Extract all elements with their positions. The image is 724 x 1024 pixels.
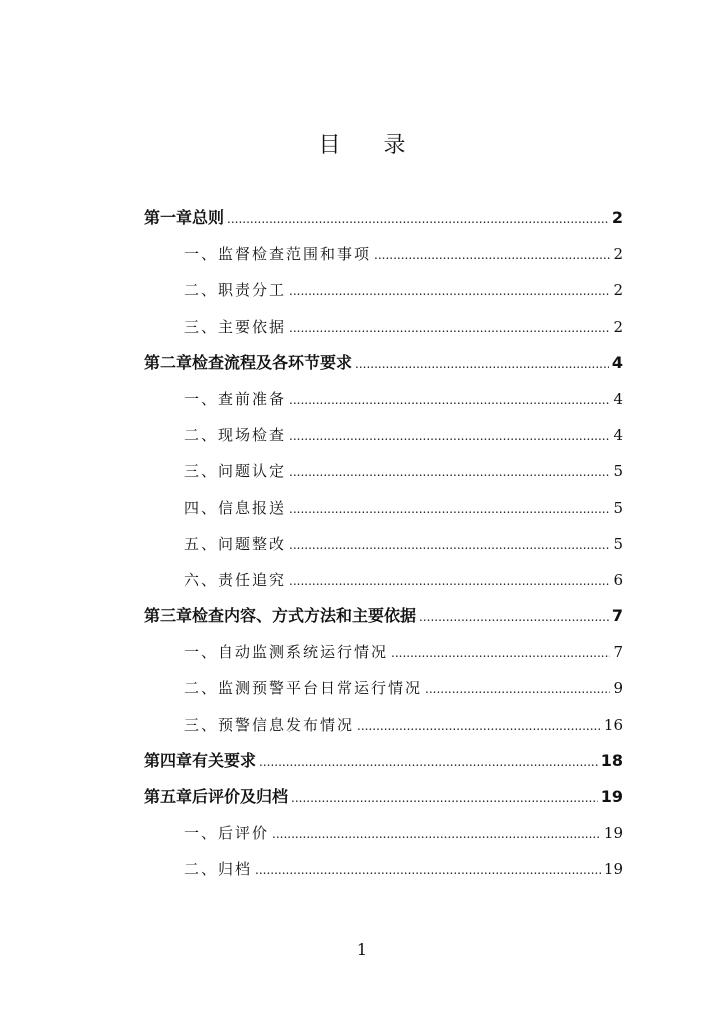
toc-page-number: 7 (613, 643, 623, 662)
toc-dot-leader (289, 310, 610, 346)
toc-section-entry[interactable] (144, 634, 623, 670)
page-title: 目 录 (318, 133, 424, 158)
toc-entry-title: 二、职责分工 (184, 281, 287, 300)
toc-entry-title: 总则 (192, 208, 225, 227)
toc-chapter-number: 第四章 (144, 750, 193, 770)
toc-page-number: 9 (613, 679, 623, 698)
page-number: 1 (356, 940, 368, 959)
toc-dot-leader (289, 527, 610, 563)
toc-page-number: 4 (613, 426, 623, 445)
toc-dot-leader (419, 599, 609, 635)
toc-dot-leader (289, 418, 610, 454)
toc-entry-title: 一、自动监测系统运行情况 (184, 643, 389, 662)
toc-dot-leader (227, 201, 609, 237)
toc-dot-leader (289, 382, 610, 418)
toc-entry-title: 检查内容、方式方法和主要依据 (192, 606, 417, 626)
toc-entry-title: 二、现场检查 (184, 426, 287, 445)
toc-entry-title: 检查流程及各环节要求 (192, 352, 353, 372)
toc-entry-title: 三、主要依据 (184, 317, 287, 336)
toc-page-number: 4 (611, 352, 623, 372)
toc-entry-title: 一、监督检查范围和事项 (184, 245, 372, 264)
toc-page-number: 2 (613, 245, 623, 264)
toc-entry-title: 二、监测预警平台日常运行情况 (184, 679, 423, 698)
toc-page-number: 4 (613, 389, 623, 408)
toc-page-number: 19 (603, 860, 623, 879)
table-of-contents (144, 200, 623, 888)
toc-entry-title: 有关要求 (192, 750, 257, 770)
toc-section-entry[interactable] (144, 670, 623, 706)
toc-chapter-number: 第二章 (144, 352, 193, 372)
toc-section-entry[interactable] (144, 453, 623, 489)
toc-dot-leader (289, 454, 610, 490)
toc-section-entry[interactable] (144, 851, 623, 887)
toc-page-number: 2 (611, 208, 623, 227)
toc-entry-title: 五、问题整改 (184, 534, 287, 553)
toc-dot-leader (259, 744, 598, 780)
toc-page-number: 19 (600, 787, 623, 806)
toc-entry-title: 三、问题认定 (184, 462, 287, 481)
toc-page-number: 6 (613, 570, 623, 589)
toc-section-entry[interactable] (144, 236, 623, 272)
toc-chapter-entry[interactable] (144, 345, 623, 381)
toc-section-entry[interactable] (144, 707, 623, 743)
toc-page-number: 2 (613, 317, 623, 336)
toc-dot-leader (357, 708, 601, 744)
toc-page-number: 7 (611, 606, 623, 626)
toc-dot-leader (355, 346, 609, 382)
toc-entry-title: 二、归档 (184, 860, 253, 879)
toc-section-entry[interactable] (144, 562, 623, 598)
toc-section-entry[interactable] (144, 381, 623, 417)
toc-entry-title: 一、后评价 (184, 824, 270, 843)
toc-entry-title: 三、预警信息发布情况 (184, 715, 355, 734)
toc-section-entry[interactable] (144, 490, 623, 526)
toc-chapter-entry[interactable] (144, 779, 623, 815)
toc-chapter-entry[interactable] (144, 200, 623, 236)
toc-section-entry[interactable] (144, 417, 623, 453)
toc-section-entry[interactable] (144, 526, 623, 562)
toc-chapter-number: 第五章 (144, 787, 193, 806)
toc-entry-title: 后评价及归档 (192, 787, 289, 806)
toc-page-number: 2 (613, 281, 623, 300)
toc-page-number: 5 (613, 534, 623, 553)
toc-chapter-number: 第三章 (144, 606, 193, 626)
toc-chapter-entry[interactable] (144, 598, 623, 634)
toc-dot-leader (391, 635, 610, 671)
toc-page-number: 5 (613, 462, 623, 481)
toc-section-entry[interactable] (144, 272, 623, 308)
toc-dot-leader (289, 273, 610, 309)
toc-dot-leader (289, 491, 610, 527)
toc-dot-leader (425, 671, 610, 707)
toc-entry-title: 六、责任追究 (184, 570, 287, 589)
toc-dot-leader (374, 237, 610, 273)
toc-entry-title: 四、信息报送 (184, 498, 287, 517)
toc-chapter-number: 第一章 (144, 208, 193, 227)
toc-dot-leader (291, 780, 598, 816)
toc-chapter-entry[interactable] (144, 743, 623, 779)
toc-section-entry[interactable] (144, 309, 623, 345)
toc-entry-title: 一、查前准备 (184, 389, 287, 408)
toc-page-number: 19 (603, 824, 623, 843)
toc-section-entry[interactable] (144, 815, 623, 851)
toc-dot-leader (289, 563, 610, 599)
toc-dot-leader (255, 852, 601, 888)
toc-page-number: 5 (613, 498, 623, 517)
toc-page-number: 16 (603, 715, 623, 734)
toc-page-number: 18 (600, 750, 623, 770)
toc-dot-leader (272, 816, 601, 852)
